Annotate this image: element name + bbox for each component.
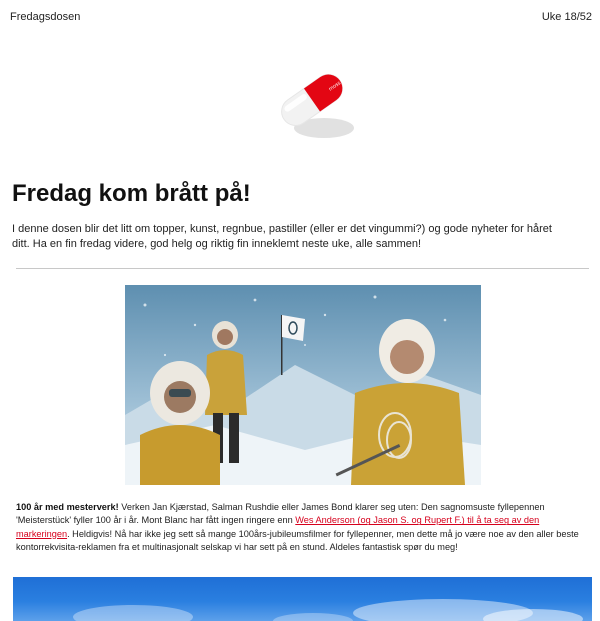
blue-sky-photo-icon <box>13 577 592 621</box>
article-image[interactable] <box>125 285 481 485</box>
top-bar <box>0 0 600 34</box>
page-title: Fredag kom brått på! <box>12 180 251 207</box>
newsletter-name: Fredagsdosen <box>10 11 81 23</box>
mountaineers-photo-icon <box>125 285 481 485</box>
svg-text:moss: moss <box>327 80 343 93</box>
intro-text: I denne dosen blir det litt om topper, kunst, regnbue, pastiller (eller er det vingummi?) og gode nyheter for håret ditt. Ha en fin fredag videre, god helg og riktig fin inneklemt neste uke, alle sammen! <box>12 223 552 250</box>
divider <box>16 268 589 269</box>
week-number: Uke 18/52 <box>541 11 592 23</box>
article-text <box>16 501 590 555</box>
article-text-before: Verken Jan Kjærstad, Salman Rushdie eller James Bond klarer seg uten: Den sagnomsuste fyllepennen 'Meisterstück' fyller 100 år i år. Mont Blanc har fått ingen ringere enn <box>16 502 545 526</box>
article-lead: 100 år med mesterverk! <box>16 502 119 512</box>
article-link[interactable]: Wes Anderson (og Jason S. og Rupert F.) til å ta seg av den markeringen <box>16 515 540 539</box>
article-text-after: . Heldigvis! Nå har ikke jeg sett så mange 100års-jubileumsfilmer for fyllepenner, men dette må jo være noe av den aller beste kontorrekvisita-reklamen fra et multinasjonalt selskap vi har sett på en stund. Aldeles fantastisk spør du meg! <box>16 528 579 553</box>
second-article-image[interactable] <box>13 577 592 621</box>
pill-logo-icon <box>272 66 362 146</box>
